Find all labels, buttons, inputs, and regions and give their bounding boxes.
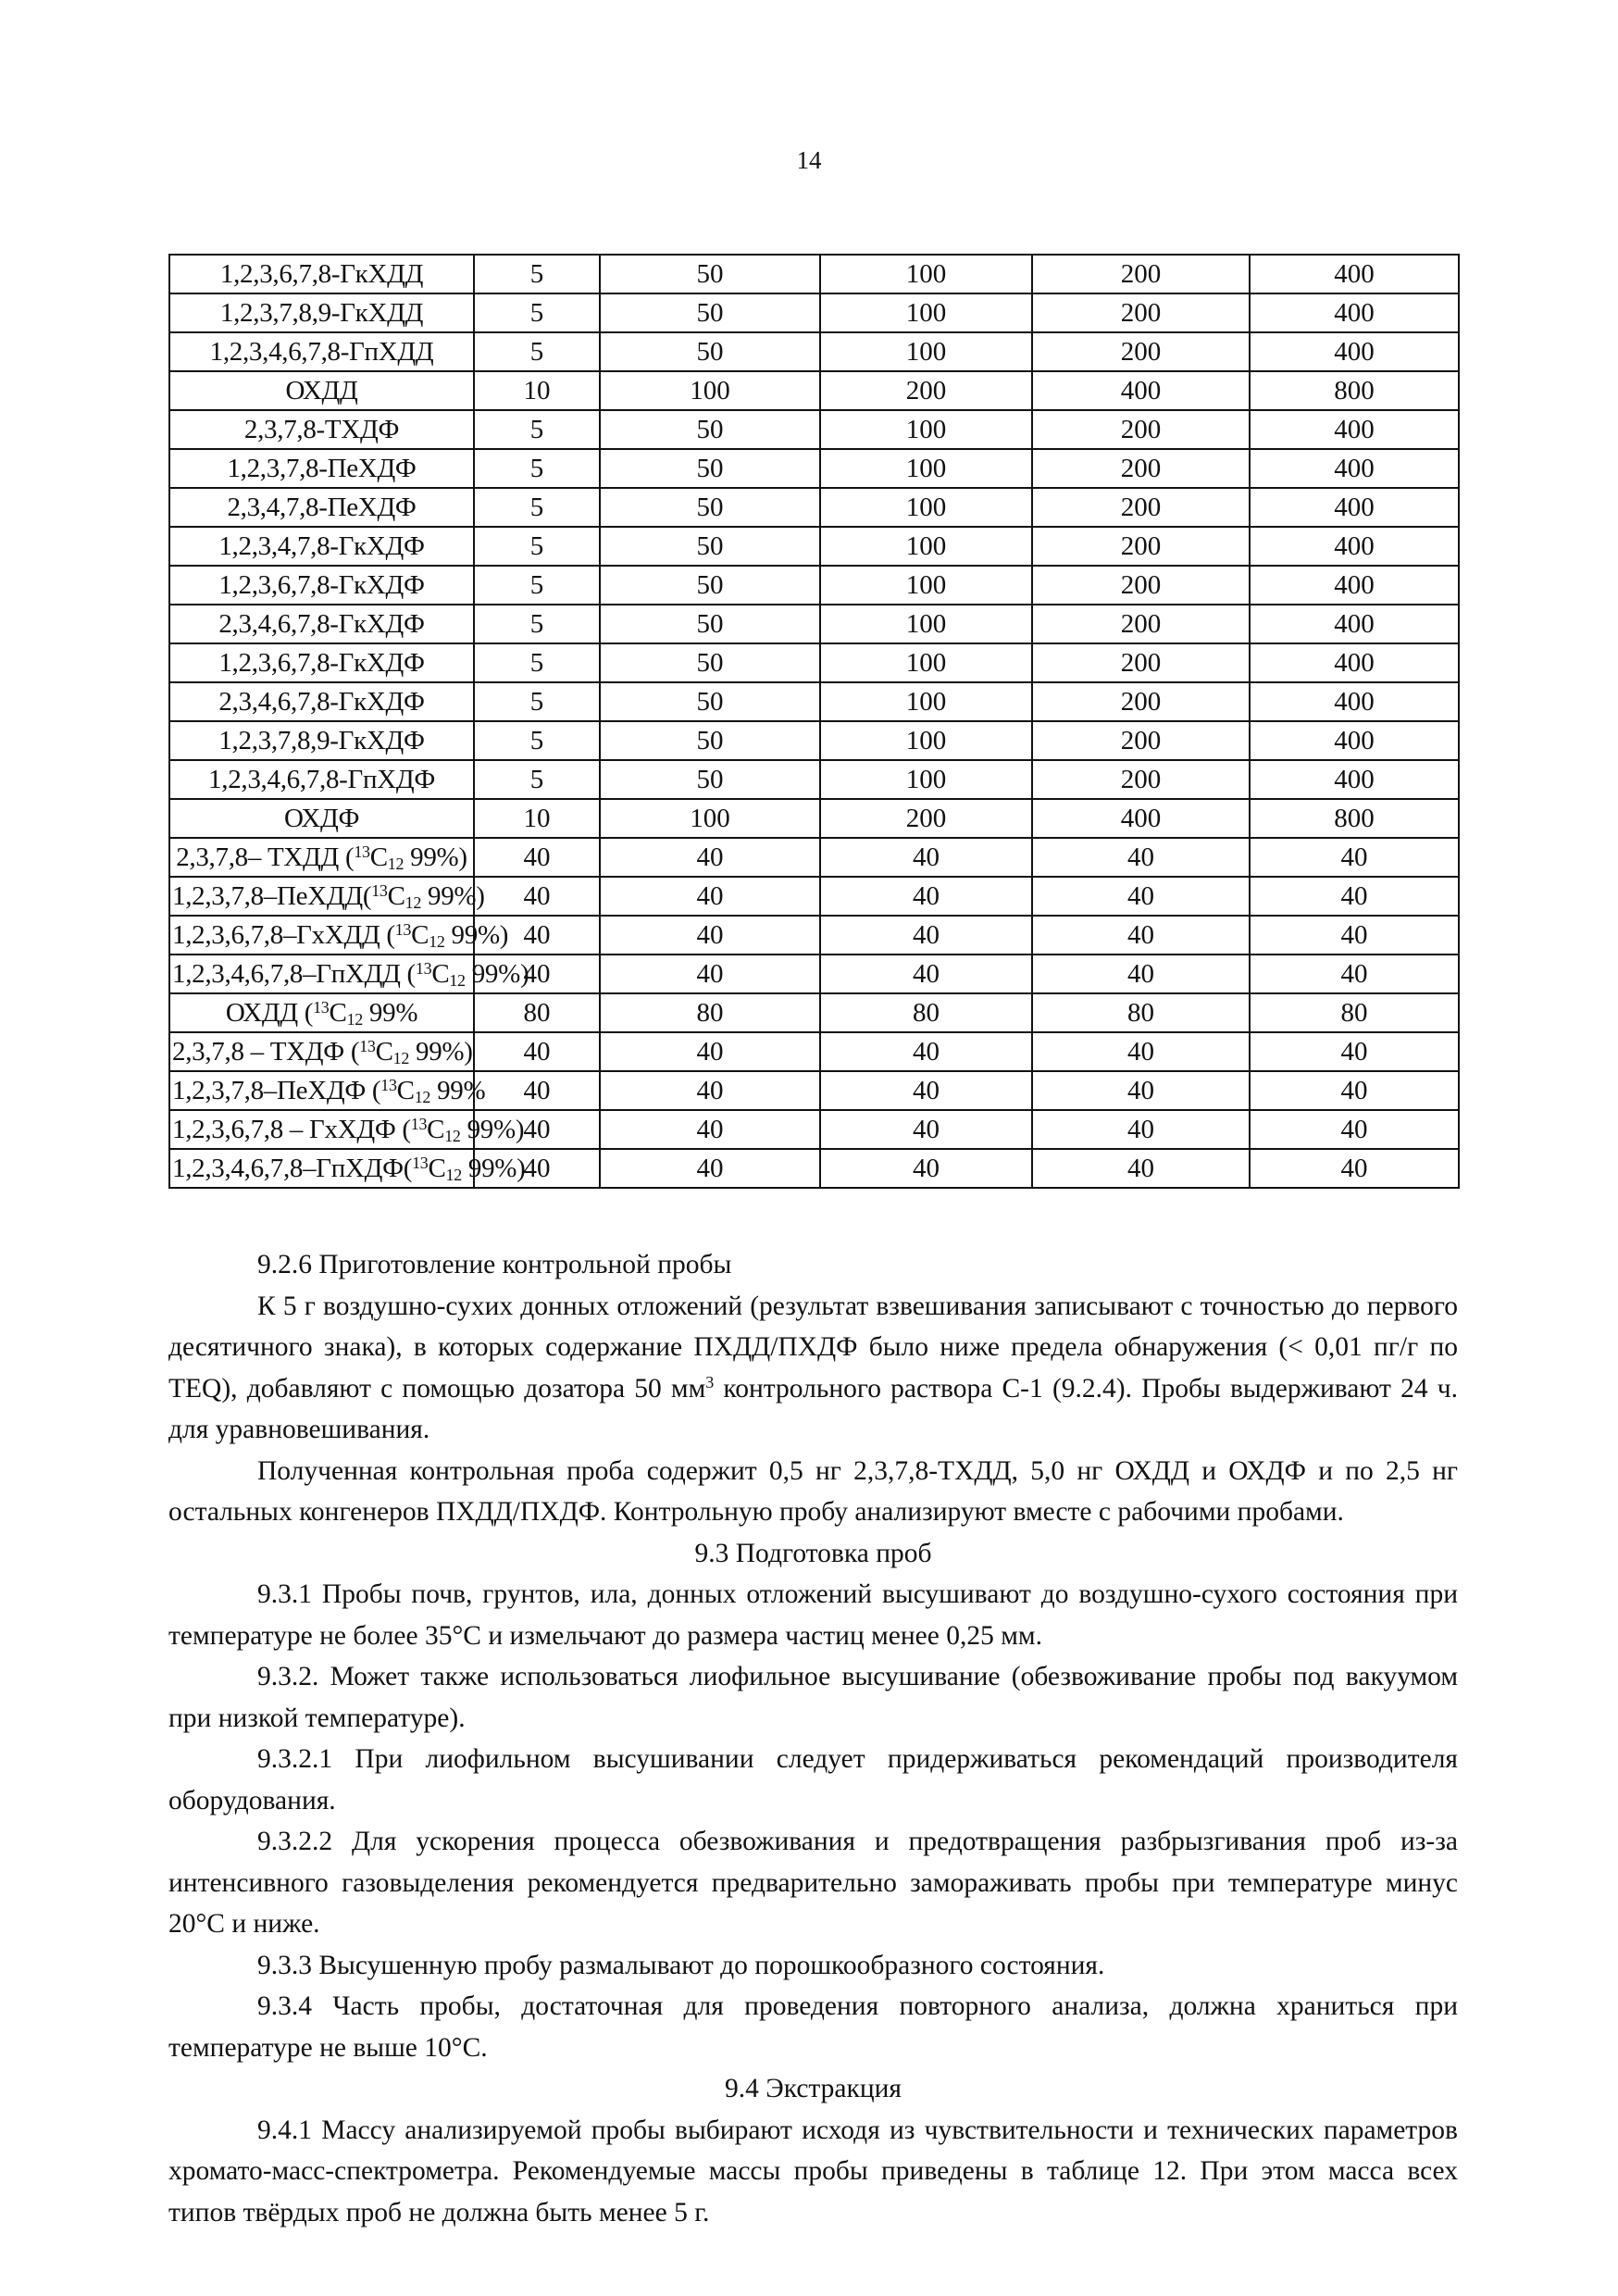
value-cell: 40 [1250, 877, 1459, 916]
table-row [169, 877, 1459, 916]
value-cell: 100 [820, 410, 1032, 449]
value-cell: 40 [1250, 916, 1459, 955]
value-cell: 400 [1250, 566, 1459, 605]
compound-name-cell: 1,2,3,4,6,7,8-ГпХДФ [169, 760, 474, 799]
value-cell: 200 [1032, 488, 1250, 527]
table-row [169, 1110, 1459, 1149]
value-cell: 200 [1032, 760, 1250, 799]
compound-name-cell: 2,3,4,6,7,8-ГкХДФ [169, 682, 474, 721]
value-cell: 80 [474, 993, 600, 1032]
value-cell: 40 [820, 838, 1032, 877]
table-row [169, 449, 1459, 488]
value-cell: 400 [1250, 682, 1459, 721]
value-cell: 200 [1032, 566, 1250, 605]
table-row [169, 760, 1459, 799]
value-cell: 400 [1250, 332, 1459, 371]
table-row [169, 527, 1459, 566]
value-cell: 40 [474, 838, 600, 877]
value-cell: 50 [600, 449, 820, 488]
value-cell: 100 [600, 371, 820, 410]
value-cell: 800 [1250, 799, 1459, 838]
compound-name-cell: 1,2,3,7,8-ПеХДФ [169, 449, 474, 488]
value-cell: 50 [600, 488, 820, 527]
value-cell: 40 [820, 1032, 1032, 1071]
table-row [169, 993, 1459, 1032]
value-cell: 50 [600, 527, 820, 566]
compound-name-cell: 1,2,3,6,7,8 – ГхХДФ ($^{13}C_{12}$ 99%) [169, 1110, 474, 1149]
value-cell: 40 [1250, 1149, 1459, 1188]
value-cell: 400 [1250, 255, 1459, 293]
value-cell: 100 [820, 293, 1032, 332]
value-cell: 100 [820, 566, 1032, 605]
value-cell: 50 [600, 410, 820, 449]
compound-name-cell: 2,3,4,6,7,8-ГкХДФ [169, 605, 474, 643]
table-row [169, 799, 1459, 838]
value-cell: 100 [820, 760, 1032, 799]
compound-name-cell: 1,2,3,4,7,8-ГкХДФ [169, 527, 474, 566]
table-row [169, 566, 1459, 605]
value-cell: 40 [474, 955, 600, 993]
table-row [169, 605, 1459, 643]
value-cell: 800 [1250, 371, 1459, 410]
section-9-3-2-1-paragraph: 9.3.2.1 При лиофильном высушивании следует придерживаться рекомендаций производителя оборудования. [168, 1744, 1458, 1816]
compound-name-cell: 2,3,7,8– ТХДД ($^{13}C_{12}$ 99%) [169, 838, 474, 877]
compound-name-cell: $1,2,3,4,6,7,8-ГпХДФ(^{13}C_{12}$ 99%) [169, 1149, 474, 1188]
value-cell: 100 [600, 799, 820, 838]
compound-name-cell: 1,2,3,4,6,7,8–ГпХДД ($^{13}C_{12}$ 99%) [169, 955, 474, 993]
value-cell: 40 [820, 1071, 1032, 1110]
value-cell: 40 [1250, 1032, 1459, 1071]
table-row [169, 721, 1459, 760]
value-cell: 50 [600, 605, 820, 643]
value-cell: 100 [820, 643, 1032, 682]
value-cell: 5 [474, 605, 600, 643]
value-cell: 80 [1032, 993, 1250, 1032]
value-cell: 5 [474, 332, 600, 371]
value-cell: 5 [474, 449, 600, 488]
value-cell: 50 [600, 255, 820, 293]
value-cell: 200 [1032, 449, 1250, 488]
value-cell: 400 [1250, 449, 1459, 488]
value-cell: 200 [820, 371, 1032, 410]
value-cell: 400 [1250, 410, 1459, 449]
value-cell: 40 [1032, 1032, 1250, 1071]
table-row [169, 1149, 1459, 1188]
value-cell: 100 [820, 605, 1032, 643]
body-text [168, 1244, 1458, 2233]
value-cell: 100 [820, 332, 1032, 371]
value-cell: 200 [1032, 721, 1250, 760]
value-cell: 40 [1032, 955, 1250, 993]
value-cell: 50 [600, 566, 820, 605]
value-cell: 40 [474, 1032, 600, 1071]
value-cell: 5 [474, 682, 600, 721]
compound-name-cell: 1,2,3,7,8–ПеХДФ ($^{13}C_{12}$ 99% [169, 1071, 474, 1110]
value-cell: 40 [820, 1110, 1032, 1149]
value-cell: 400 [1032, 799, 1250, 838]
compound-name-cell: ОХДД [169, 371, 474, 410]
value-cell: 5 [474, 760, 600, 799]
compound-name-cell: ОХДФ [169, 799, 474, 838]
value-cell: 40 [820, 916, 1032, 955]
value-cell: 10 [474, 799, 600, 838]
section-9-2-6-title: 9.2.6 Приготовление контрольной пробы [257, 1250, 732, 1279]
value-cell: 400 [1250, 293, 1459, 332]
table-row [169, 293, 1459, 332]
value-cell: 400 [1032, 371, 1250, 410]
value-cell: 5 [474, 410, 600, 449]
value-cell: 100 [820, 721, 1032, 760]
value-cell: 40 [600, 838, 820, 877]
table-row [169, 332, 1459, 371]
value-cell: 400 [1250, 527, 1459, 566]
value-cell: 40 [1032, 838, 1250, 877]
value-cell: 5 [474, 721, 600, 760]
value-cell: 80 [820, 993, 1032, 1032]
compound-name-cell: $1,2,3,7,8-ПеХДД(^{13}C_{12}$ 99%) [169, 877, 474, 916]
page-number: 14 [796, 146, 822, 174]
compound-name-cell: 1,2,3,4,6,7,8-ГпХДД [169, 332, 474, 371]
value-cell: 40 [474, 1149, 600, 1188]
value-cell: 5 [474, 293, 600, 332]
section-9-2-6-paragraph-2: Полученная контрольная проба содержит 0,5 нг 2,3,7,8-ТХДД, 5,0 нг ОХДД и ОХДФ и по 2,5 нг остальных конгенеров ПХДД/ПХДФ. Контрольную пробу анализируют вместе с рабочими пробами. [168, 1455, 1458, 1527]
value-cell: 5 [474, 255, 600, 293]
value-cell: 40 [1032, 877, 1250, 916]
section-9-3-1-paragraph: 9.3.1 Пробы почв, грунтов, ила, донных отложений высушивают до воздушно-сухого состояния при температуре не более 35°С и измельчают до размера частиц менее 0,25 мм. [168, 1579, 1458, 1651]
table-row [169, 488, 1459, 527]
value-cell: 40 [1032, 1110, 1250, 1149]
value-cell: 5 [474, 566, 600, 605]
compound-name-cell: 1,2,3,6,7,8-ГкХДФ [169, 566, 474, 605]
value-cell: 400 [1250, 760, 1459, 799]
value-cell: 200 [1032, 332, 1250, 371]
value-cell: 100 [820, 255, 1032, 293]
value-cell: 40 [1250, 955, 1459, 993]
compound-name-cell: 2,3,7,8 – ТХДФ ($^{13}C_{12}$ 99%) [169, 1032, 474, 1071]
section-9-3-2-2-paragraph: 9.3.2.2 Для ускорения процесса обезвоживания и предотвращения разбрызгивания проб из-за интенсивного газовыделения рекомендуется предварительно замораживать пробы при температуре минус 20°С и ниже. [168, 1827, 1458, 1939]
compound-name-cell: 1,2,3,7,8,9-ГкХДФ [169, 721, 474, 760]
value-cell: 40 [820, 955, 1032, 993]
section-9-4-title: 9.4 Экстракция [725, 2074, 902, 2103]
value-cell: 100 [820, 527, 1032, 566]
compound-name-cell: 1,2,3,6,7,8-ГкХДД [169, 255, 474, 293]
value-cell: 200 [1032, 527, 1250, 566]
value-cell: 40 [474, 1071, 600, 1110]
value-cell: 40 [600, 1032, 820, 1071]
table-row [169, 916, 1459, 955]
value-cell: 50 [600, 760, 820, 799]
table-row [169, 643, 1459, 682]
value-cell: 40 [1032, 1149, 1250, 1188]
value-cell: 200 [1032, 605, 1250, 643]
section-9-2-6-paragraph-1: К 5 г воздушно-сухих донных отложений (результат взвешивания записывают с точностью до первого десятичного знака), в которых содержание ПХДД/ПХДФ было ниже предела обнаружения (< 0,01 пг/г по TEQ), добавляют с помощью дозатора 50 $мм^3$ контрольного раствора С-1 (9.2.4). Пробы выдерживают 24 ч. для уравновешивания. [168, 1291, 1458, 1444]
value-cell: 80 [600, 993, 820, 1032]
section-9-3-title: 9.3 Подготовка проб [694, 1538, 932, 1568]
section-9-4-1-paragraph: 9.4.1 Массу анализируемой пробы выбирают исходя из чувствительности и технических параметров хромато-масс-спектрометра. Рекомендуемые массы пробы приведены в таблице 12. При этом масса всех типов твёрдых проб не должна быть менее 5 г. [168, 2115, 1458, 2227]
value-cell: 5 [474, 643, 600, 682]
value-cell: 50 [600, 643, 820, 682]
section-9-3-4-paragraph: 9.3.4 Часть пробы, достаточная для проведения повторного анализа, должна храниться при температуре не выше 10°С. [168, 1991, 1458, 2063]
value-cell: 400 [1250, 643, 1459, 682]
value-cell: 50 [600, 332, 820, 371]
section-9-3-2-paragraph: 9.3.2. Может также использоваться лиофильное высушивание (обезвоживание пробы под вакуумом при низкой температуре). [168, 1662, 1458, 1733]
value-cell: 10 [474, 371, 600, 410]
compound-name-cell: 1,2,3,6,7,8-ГкХДФ [169, 643, 474, 682]
value-cell: 200 [1032, 410, 1250, 449]
value-cell: 400 [1250, 488, 1459, 527]
compound-name-cell: 1,2,3,6,7,8–ГхХДД ($^{13}C_{12}$ 99%) [169, 916, 474, 955]
section-9-3-3-paragraph: 9.3.3 Высушенную пробу размалывают до порошкообразного состояния. [257, 1950, 1105, 1980]
table-row [169, 371, 1459, 410]
value-cell: 40 [1250, 1110, 1459, 1149]
value-cell: 40 [600, 1071, 820, 1110]
value-cell: 40 [600, 877, 820, 916]
value-cell: 40 [820, 1149, 1032, 1188]
value-cell: 400 [1250, 605, 1459, 643]
value-cell: 200 [1032, 643, 1250, 682]
value-cell: 200 [1032, 255, 1250, 293]
value-cell: 40 [600, 916, 820, 955]
value-cell: 100 [820, 488, 1032, 527]
table-row [169, 682, 1459, 721]
table-row [169, 255, 1459, 293]
table-row [169, 838, 1459, 877]
value-cell: 40 [600, 955, 820, 993]
value-cell: 5 [474, 527, 600, 566]
value-cell: 200 [1032, 293, 1250, 332]
table-row [169, 1032, 1459, 1071]
value-cell: 50 [600, 721, 820, 760]
compound-name-cell: ОХДД ($^{13}C_{12}$ 99% [169, 993, 474, 1032]
table-row [169, 1071, 1459, 1110]
value-cell: 200 [1032, 682, 1250, 721]
table-row [169, 410, 1459, 449]
value-cell: 100 [820, 682, 1032, 721]
value-cell: 40 [474, 877, 600, 916]
value-cell: 50 [600, 682, 820, 721]
value-cell: 100 [820, 449, 1032, 488]
value-cell: 40 [1032, 916, 1250, 955]
value-cell: 400 [1250, 721, 1459, 760]
value-cell: 200 [820, 799, 1032, 838]
value-cell: 40 [1032, 1071, 1250, 1110]
value-cell: 40 [1250, 838, 1459, 877]
value-cell: 40 [820, 877, 1032, 916]
compound-name-cell: 2,3,4,7,8-ПеХДФ [169, 488, 474, 527]
value-cell: 50 [600, 293, 820, 332]
value-cell: 40 [474, 916, 600, 955]
value-cell: 40 [1250, 1071, 1459, 1110]
table-row [169, 955, 1459, 993]
value-cell: 40 [600, 1110, 820, 1149]
concentration-table [168, 254, 1460, 1189]
value-cell: 5 [474, 488, 600, 527]
compound-name-cell: 2,3,7,8-ТХДФ [169, 410, 474, 449]
value-cell: 40 [474, 1110, 600, 1149]
compound-name-cell: 1,2,3,7,8,9-ГкХДД [169, 293, 474, 332]
value-cell: 40 [600, 1149, 820, 1188]
value-cell: 80 [1250, 993, 1459, 1032]
